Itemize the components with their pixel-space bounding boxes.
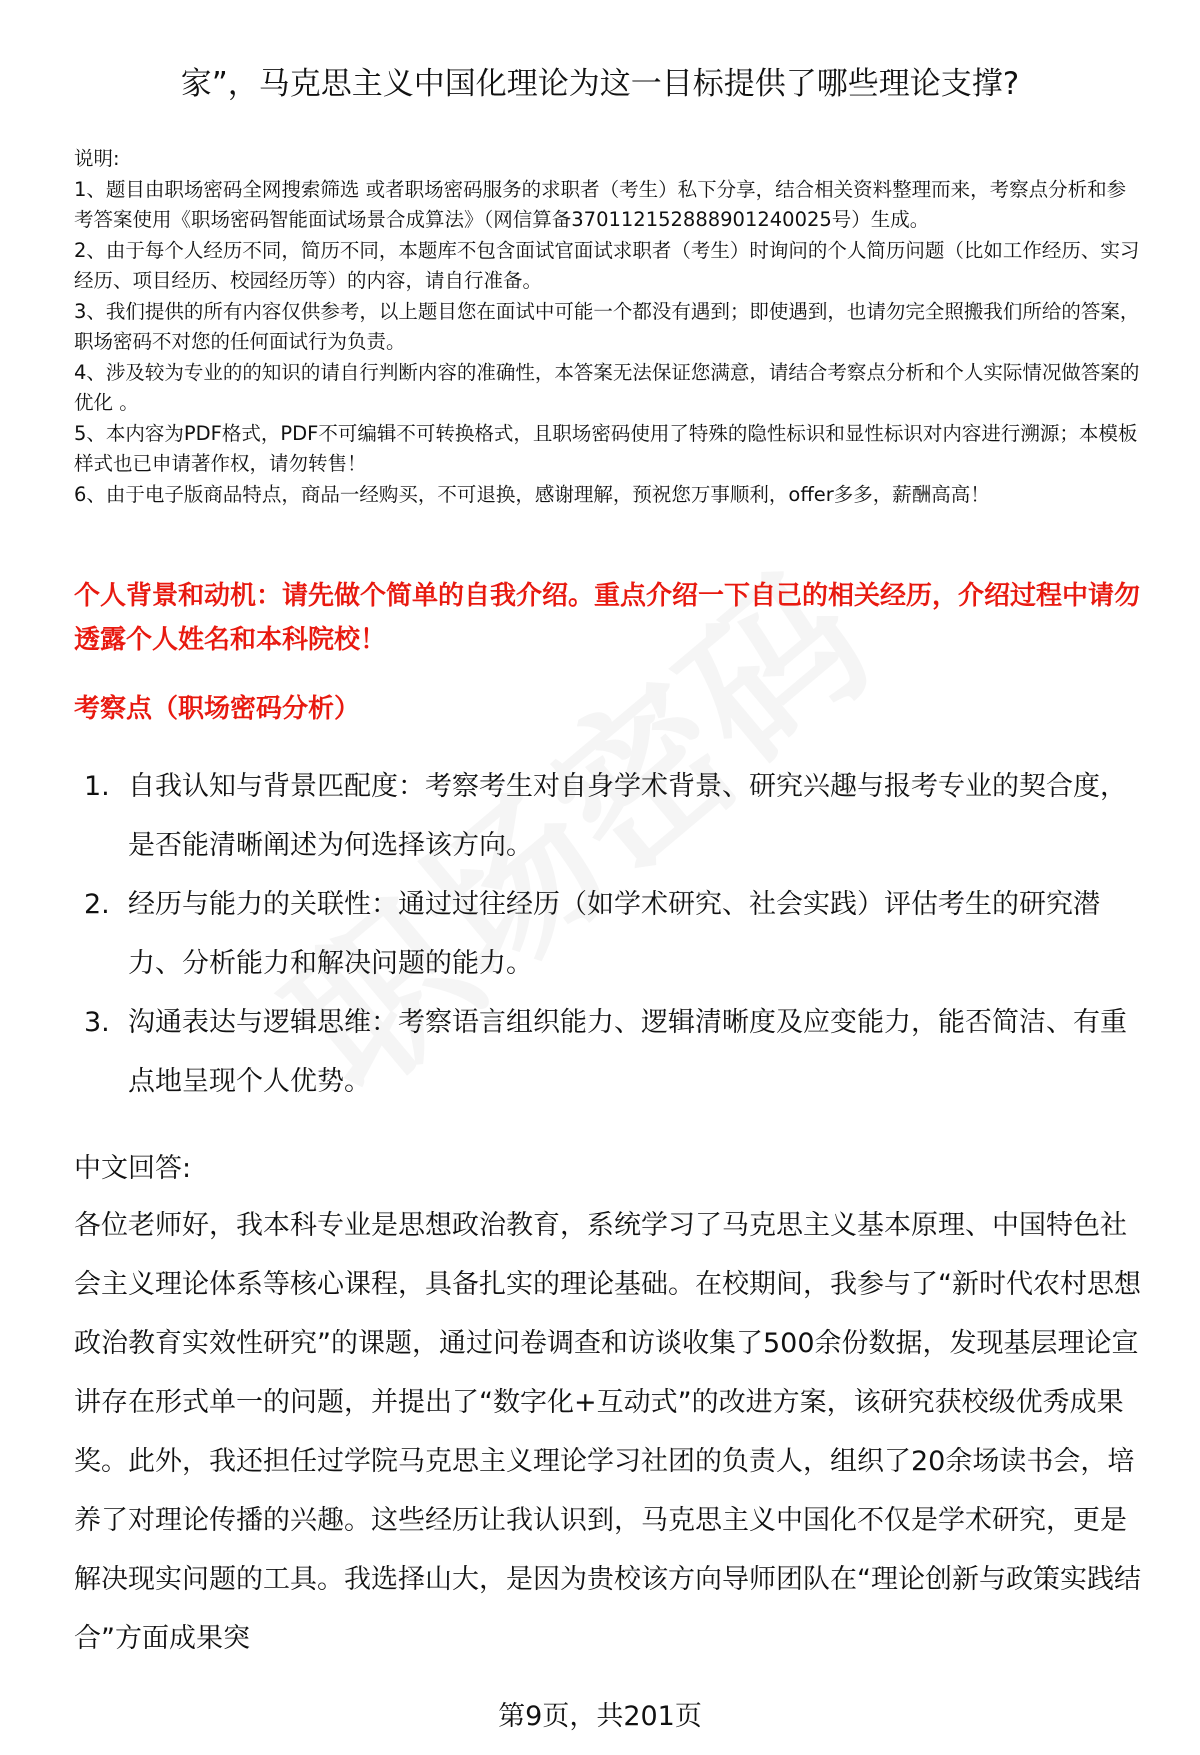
list-item: [84, 993, 1144, 1111]
page-number: 第9页，共201页: [498, 1701, 702, 1732]
list-item: [84, 875, 1144, 993]
notes-heading: 说明:: [74, 147, 120, 170]
interview-question: 个人背景和动机：请先做个简单的自我介绍。重点介绍一下自己的相关经历，介绍过程中请勿透露个人姓名和本科院校！: [74, 581, 1141, 655]
answer-body: 各位老师好，我本科专业是思想政治教育，系统学习了马克思主义基本原理、中国特色社会主义理论体系等核心课程，具备扎实的理论基础。在校期间，我参与了“新时代农村思想政治教育实效性研究”的课题，通过问卷调查和访谈收集了500余份数据，发现基层理论宣讲存在形式单一的问题，并提出了“数字化+互动式”的改进方案，该研究获校级优秀成果奖。此外，我还担任过学院马克思主义理论学习社团的负责人，组织了20余场读书会，培养了对理论传播的兴趣。这些经历让我认识到，马克思主义中国化不仅是学术研究，更是解决现实问题的工具。我选择山大，是因为贵校该方向导师团队在“理论创新与政策实践结合”方面成果突: [74, 1210, 1141, 1654]
note-item: 1、题目由职场密码全网搜索筛选 或者职场密码服务的求职者（考生）私下分享，结合相关资料整理而来，考察点分析和参考答案使用《职场密码智能面试场景合成算法》（网信算备370112152888901240025号）生成。: [74, 177, 1127, 231]
note-item: 3、我们提供的所有内容仅供参考，以上题目您在面试中可能一个都没有遇到；即使遇到，也请勿完全照搬我们所给的答案，职场密码不对您的任何面试行为负责。: [74, 299, 1140, 353]
answer-heading: 中文回答:: [74, 1153, 192, 1184]
analysis-heading: 考察点（职场密码分析）: [74, 694, 361, 724]
question-title: 家”，马克思主义中国化理论为这一目标提供了哪些理论支撑?: [180, 66, 1020, 102]
list-item: [84, 757, 1144, 875]
list-text: 经历与能力的关联性：通过过往经历（如学术研究、社会实践）评估考生的研究潜力、分析能力和解决问题的能力。: [128, 889, 1100, 979]
analysis-list: [84, 757, 1144, 1111]
note-item: 6、由于电子版商品特点，商品一经购买，不可退换，感谢理解，预祝您万事顺利，offer多多，薪酬高高！: [74, 482, 990, 506]
list-text: 自我认知与背景匹配度：考察考生对自身学术背景、研究兴趣与报考专业的契合度，是否能清晰阐述为何选择该方向。: [128, 771, 1127, 861]
list-number: 3.: [84, 1007, 110, 1038]
list-text: 沟通表达与逻辑思维：考察语言组织能力、逻辑清晰度及应变能力，能否简洁、有重点地呈现个人优势。: [128, 1007, 1127, 1097]
notes-section: [74, 144, 1144, 510]
note-item: 2、由于每个人经历不同，简历不同，本题库不包含面试官面试求职者（考生）时询问的个人简历问题（比如工作经历、实习经历、项目经历、校园经历等）的内容，请自行准备。: [74, 238, 1140, 292]
list-number: 2.: [84, 889, 110, 920]
note-item: 4、涉及较为专业的的知识的请自行判断内容的准确性，本答案无法保证您满意，请结合考察点分析和个人实际情况做答案的优化 。: [74, 360, 1140, 414]
note-item: 5、本内容为PDF格式，PDF不可编辑不可转换格式，且职场密码使用了特殊的隐性标识和显性标识对内容进行溯源；本模板样式也已申请著作权，请勿转售！: [74, 421, 1138, 475]
list-number: 1.: [84, 771, 110, 802]
